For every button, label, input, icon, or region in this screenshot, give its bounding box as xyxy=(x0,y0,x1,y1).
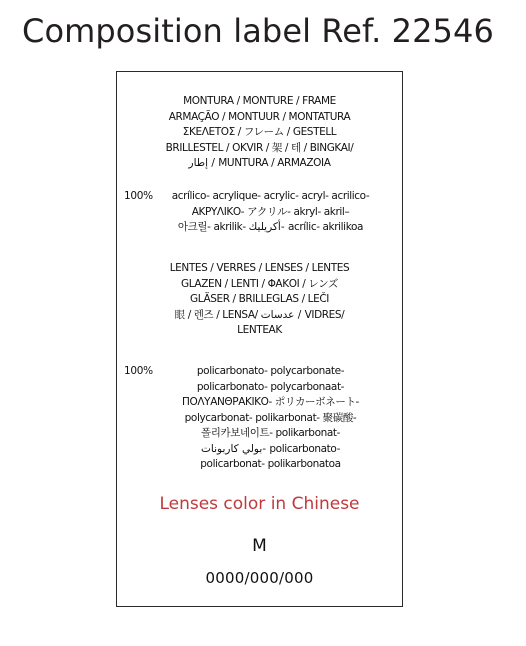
lens-color-note: Lenses color in Chinese xyxy=(159,494,360,514)
size-value: M xyxy=(252,536,267,556)
lenses-material-line: policarbonato- polycarbonate- xyxy=(196,365,345,377)
lenses-material-line: policarbonato- polycarbonaat- xyxy=(196,380,345,393)
reference-code: 0000/000/000 xyxy=(205,569,314,587)
frame-material-line: ΑΚΡΥΛΙΚΟ- アクリル- akryl- akril– xyxy=(191,205,350,218)
lenses-heading-line: 眼 / 렌즈 / LENSA/ عدسات / VIDRES/ xyxy=(174,308,345,321)
frame-heading-line: إطار / MUNTURA / ARMAZOIA xyxy=(188,157,331,169)
composition-label xyxy=(116,71,403,607)
lenses-percent: 100% xyxy=(124,365,153,377)
frame-heading-line: MONTURA / MONTURE / FRAME xyxy=(183,95,336,107)
frame-material-line: acrílico- acrylique- acrylic- acryl- acrilico- xyxy=(171,190,370,202)
lenses-material-line: 폴리카보네이트- polikarbonat- xyxy=(201,427,340,439)
lenses-material-line: بولي كاربونات- policarbonato- xyxy=(201,442,340,455)
lenses-heading-line: LENTES / VERRES / LENSES / LENTES xyxy=(169,262,350,274)
frame-heading xyxy=(117,94,402,172)
lenses-material-line: policarbonat- polikarbonatoa xyxy=(200,458,341,470)
page-title: Composition label Ref. 22546 xyxy=(22,12,494,50)
frame-heading-line: BRILLESTEL / OKVIR / 架 / 테 / BINGKAI/ xyxy=(165,141,354,154)
frame-percent: 100% xyxy=(124,190,153,202)
lenses-heading xyxy=(117,261,402,339)
lenses-heading-line: GLAZEN / LENTI / ΦΑΚΟΙ / レンズ xyxy=(181,277,338,290)
frame-heading-line: ΣΚΕΛΕΤΟΣ / フレーム / GESTELL xyxy=(182,126,337,138)
lenses-material xyxy=(117,364,402,473)
lenses-heading-line: LENTEAK xyxy=(237,324,282,336)
frame-material xyxy=(117,189,402,236)
lenses-heading-line: GLÄSER / BRILLEGLAS / LEČI xyxy=(190,293,329,305)
frame-heading-line: ARMAÇÃO / MONTUUR / MONTATURA xyxy=(168,110,351,123)
frame-material-line: 아크릴- akrilik- أكريليك- acrílic- akrilikoa xyxy=(177,221,364,233)
lenses-material-line: ΠΟΛΥΑΝΘΡΑΚΙΚΟ- ポリカーボネート- xyxy=(182,396,359,408)
lenses-material-line: polycarbonat- polikarbonat- 聚碳酸- xyxy=(184,411,357,424)
